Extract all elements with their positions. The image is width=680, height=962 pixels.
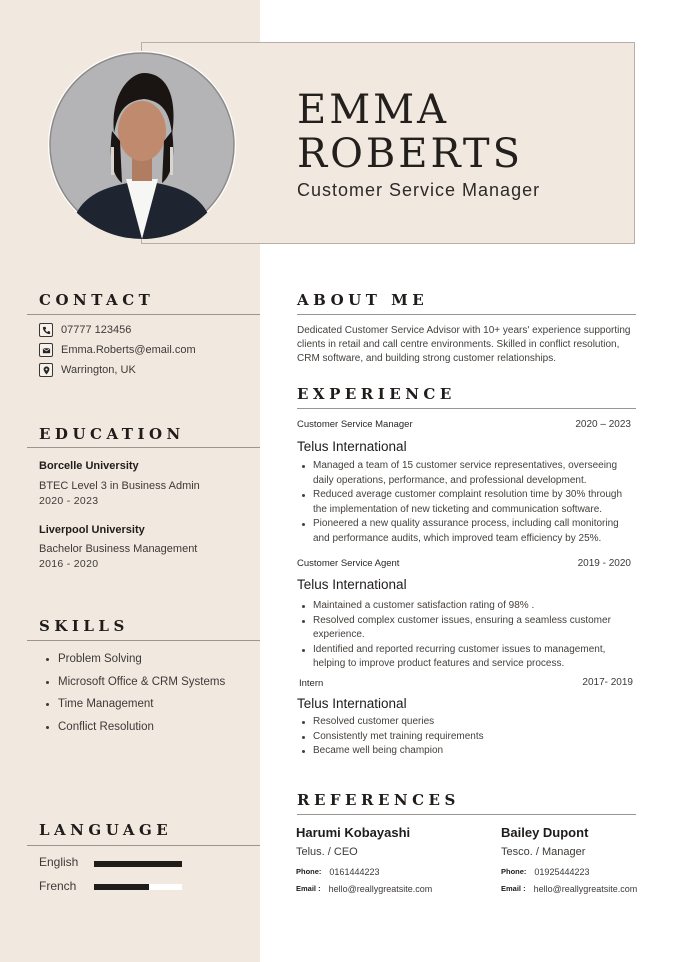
job-bullet: Consistently met training requirements — [297, 730, 637, 745]
experience-divider — [297, 408, 636, 409]
job-company: Telus International — [297, 577, 407, 592]
education-school: Liverpool University — [39, 524, 145, 536]
about-text: Dedicated Customer Service Advisor with 10+ years' experience supporting clients in retail and call centre environments. Skilled in conflict resolution, CRM software, and building strong customer relationships. — [297, 325, 631, 364]
language-level-bar — [94, 884, 182, 890]
experience-heading: EXPERIENCE — [297, 385, 456, 403]
reference-phone-label: Phone: — [501, 867, 527, 876]
reference-org: Telus. / CEO — [296, 846, 358, 858]
job-role: Intern — [299, 678, 324, 689]
skill-item: Problem Solving — [39, 648, 239, 671]
job-bullet: Pioneered a new quality assurance process, including call monitoring and performance audits, which improved team efficiency by 25%. — [297, 517, 637, 546]
email-icon — [39, 343, 53, 357]
language-level-fill — [94, 861, 182, 867]
contact-divider — [27, 314, 260, 315]
reference-email-label: Email : — [501, 884, 526, 893]
job-dates: 2019 - 2020 — [577, 558, 631, 569]
job-bullet: Resolved complex customer issues, ensuring a seamless customer experience. — [297, 614, 637, 643]
skill-item: Microsoft Office & CRM Systems — [39, 671, 239, 694]
language-level-fill — [94, 884, 149, 890]
contact-phone-text: 07777 123456 — [61, 324, 132, 336]
education-school: Borcelle University — [39, 460, 139, 472]
job-bullet: Maintained a customer satisfaction rating of 98% . — [297, 599, 637, 614]
contact-heading: CONTACT — [39, 291, 155, 309]
about-divider — [297, 314, 636, 315]
reference-email-value[interactable]: hello@reallygreatsite.com — [328, 884, 433, 894]
job-bullet: Reduced average customer complaint resolution time by 30% through the implementation of new ticketing and communication software. — [297, 488, 637, 517]
reference-email — [501, 884, 637, 894]
reference-phone-value: 0161444223 — [329, 867, 380, 877]
reference-phone-value: 01925444223 — [534, 867, 590, 877]
language-name: English — [39, 855, 79, 869]
last-name: ROBERTS — [297, 131, 523, 177]
language-divider — [27, 845, 260, 846]
profile-photo — [48, 51, 236, 239]
job-bullets — [297, 599, 637, 672]
references-heading: REFERENCES — [297, 791, 460, 809]
skills-divider — [27, 640, 260, 641]
education-degree: BTEC Level 3 in Business Admin — [39, 480, 200, 492]
education-divider — [27, 447, 260, 448]
job-bullet: Managed a team of 15 customer service representatives, overseeing daily operations, performance, and professional development. — [297, 459, 637, 488]
language-level-bar — [94, 861, 182, 867]
job-role: Customer Service Manager — [297, 419, 413, 430]
skills-list — [39, 648, 239, 738]
contact-phone — [39, 323, 131, 337]
first-name: EMMA — [297, 87, 449, 133]
job-bullet: Became well being champion — [297, 744, 637, 759]
education-years: 2020 - 2023 — [39, 495, 99, 507]
reference-phone — [501, 867, 589, 877]
job-company: Telus International — [297, 439, 407, 454]
reference-name: Harumi Kobayashi — [296, 825, 411, 840]
skills-heading: SKILLS — [39, 617, 129, 635]
skill-item: Conflict Resolution — [39, 716, 239, 739]
education-years: 2016 - 2020 — [39, 558, 99, 570]
contact-email — [39, 343, 196, 357]
reference-org: Tesco. / Manager — [501, 846, 586, 858]
phone-icon — [39, 323, 53, 337]
language-heading: LANGUAGE — [39, 821, 173, 839]
job-bullets — [297, 715, 637, 759]
full-name — [297, 88, 523, 176]
job-role: Customer Service Agent — [297, 558, 400, 569]
references-divider — [297, 814, 636, 815]
reference-email-value[interactable]: hello@reallygreatsite.com — [533, 884, 638, 894]
location-pin-icon — [39, 363, 53, 377]
job-company: Telus International — [297, 696, 407, 711]
job-title: Customer Service Manager — [297, 180, 541, 200]
contact-location — [39, 363, 136, 377]
reference-email — [296, 884, 432, 894]
job-dates: 2017- 2019 — [582, 677, 633, 688]
job-bullet: Identified and reported recurring customer issues to management, helping to improve product features and service process. — [297, 643, 637, 672]
reference-name: Bailey Dupont — [501, 825, 589, 840]
skill-item: Time Management — [39, 693, 239, 716]
job-bullet: Resolved customer queries — [297, 715, 637, 730]
reference-phone — [296, 867, 379, 877]
education-degree: Bachelor Business Management — [39, 543, 198, 555]
reference-email-label: Email : — [296, 884, 321, 893]
reference-phone-label: Phone: — [296, 867, 322, 876]
job-dates: 2020 – 2023 — [575, 419, 631, 430]
job-bullets — [297, 459, 637, 546]
language-name: French — [39, 879, 77, 893]
contact-location-text: Warrington, UK — [61, 364, 136, 376]
education-heading: EDUCATION — [39, 425, 185, 443]
about-heading: ABOUT ME — [297, 291, 429, 309]
contact-email-text[interactable]: Emma.Roberts@email.com — [61, 344, 196, 356]
